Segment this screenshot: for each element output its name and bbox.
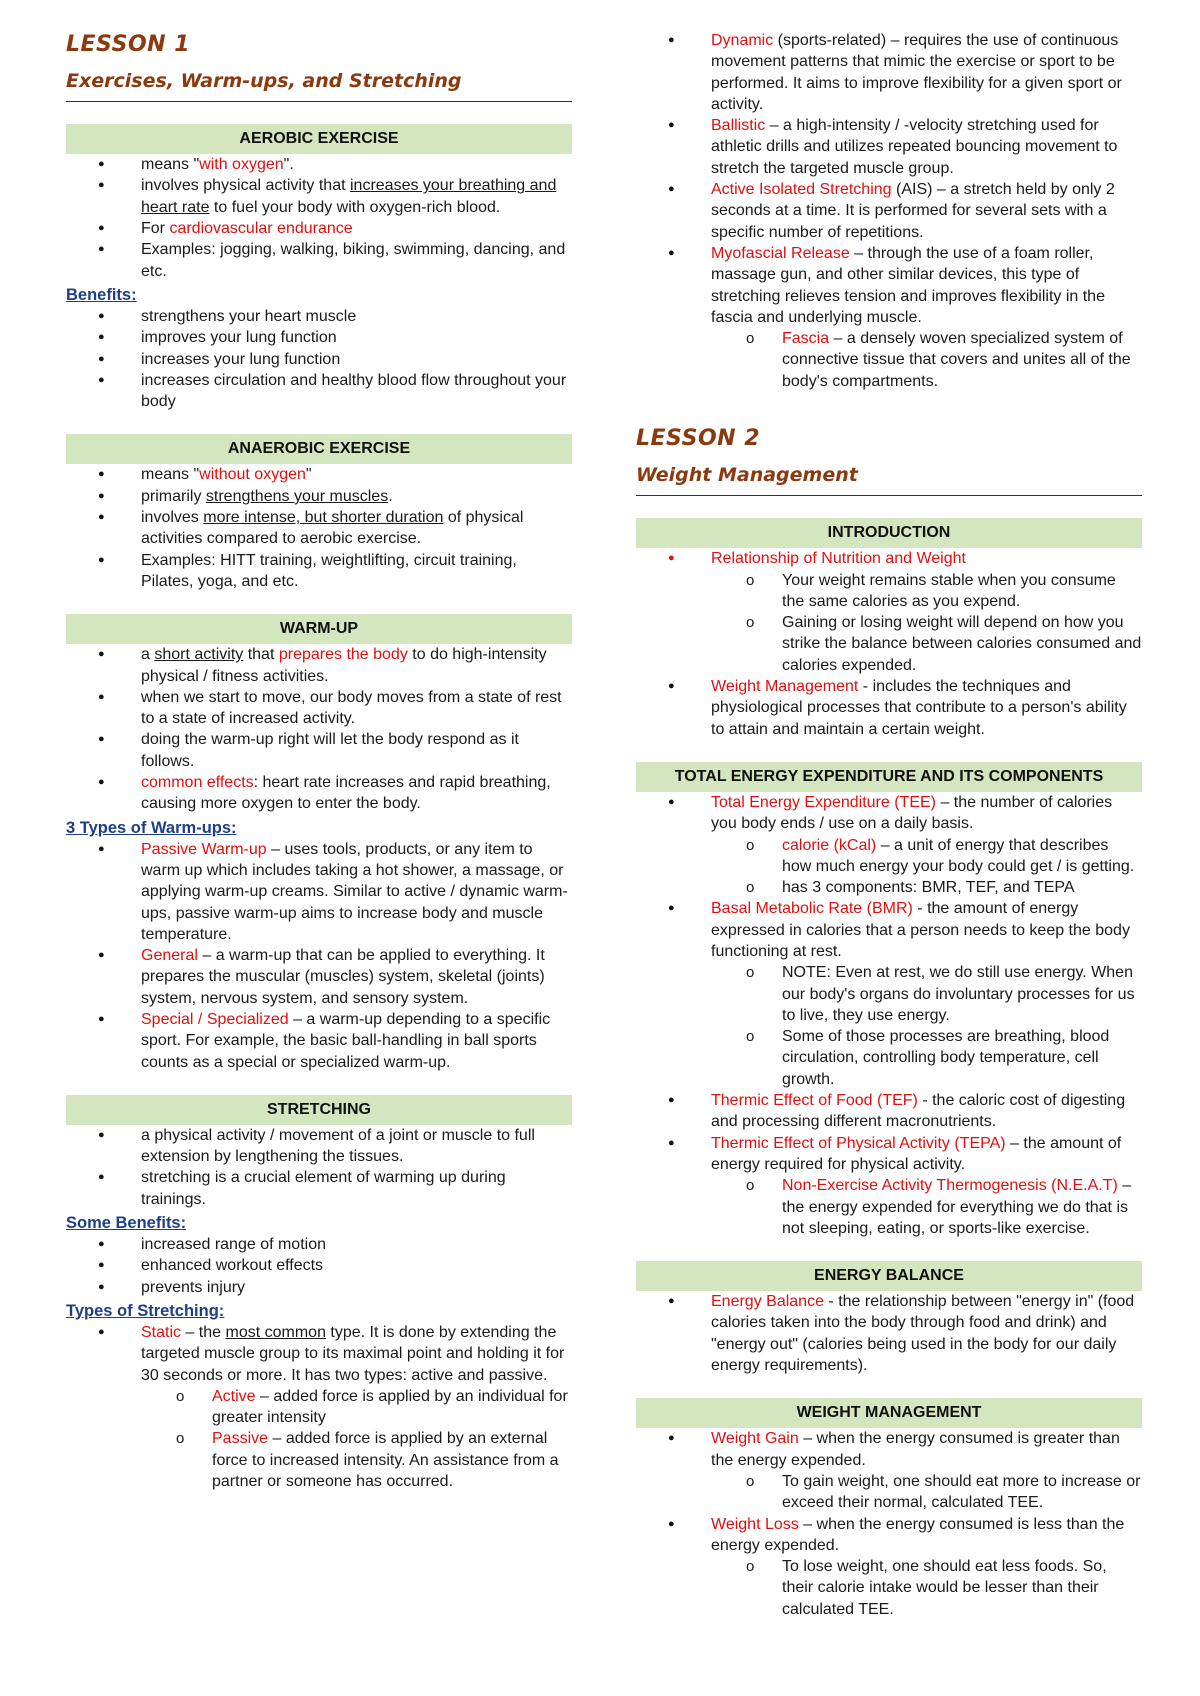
list-item: ● strengthens your heart muscle xyxy=(66,306,572,327)
tepa-subitems xyxy=(711,1175,1142,1239)
anaerobic-list xyxy=(66,464,572,592)
list-item: ● enhanced workout effects xyxy=(66,1255,572,1276)
list-item: ● Energy Balance - the relationship between "energy in" (food calories taken into the body through food and drink) and "energy out" (calories being used in the body for our daily energy requirements). xyxy=(636,1291,1142,1376)
lesson2-subtitle: Weight Management xyxy=(636,464,858,487)
list-item: ● means "with oxygen". xyxy=(66,154,572,175)
warmup-types-label: 3 Types of Warm-ups: xyxy=(66,818,237,837)
list-item: ● a physical activity / movement of a joint or muscle to full extension by lengthening the tissues. xyxy=(66,1125,572,1168)
list-item: ● Examples: jogging, walking, biking, swimming, dancing, and etc. xyxy=(66,239,572,282)
warmup-header: WARM-UP xyxy=(66,614,572,644)
stretching-types-list-continued xyxy=(636,30,1142,392)
list-item: ● increases circulation and healthy blood flow throughout your body xyxy=(66,370,572,413)
list-item: ● General – a warm-up that can be applied to everything. It prepares the muscular (muscles) system, skeletal (joints) system, nervous system, and sensory system. xyxy=(66,945,572,1009)
right-column xyxy=(636,0,1142,1620)
tee-list xyxy=(636,792,1142,1239)
stretching-header: STRETCHING xyxy=(66,1095,572,1125)
list-item: ● means "without oxygen" xyxy=(66,464,572,485)
list-item: ● Dynamic (sports-related) – requires the use of continuous movement patterns that mimic the exercise or sport to be performed. It aims to improve flexibility for a given sport or activity. xyxy=(636,30,1142,115)
aerobic-header: AEROBIC EXERCISE xyxy=(66,124,572,154)
weight-management-header: WEIGHT MANAGEMENT xyxy=(636,1398,1142,1428)
stretching-benefits-list xyxy=(66,1234,572,1298)
warmup-types-list xyxy=(66,839,572,1073)
lesson1-title: LESSON 1 xyxy=(66,32,191,57)
list-item: ● increases your lung function xyxy=(66,349,572,370)
weight-loss-subitems xyxy=(711,1556,1142,1620)
list-item: o Some of those processes are breathing, blood circulation, controlling body temperature, cell growth. xyxy=(709,1026,1142,1090)
stretching-benefits-label: Some Benefits: xyxy=(66,1214,187,1233)
list-item: o Non-Exercise Activity Thermogenesis (N.E.A.T) – the energy expended for everything we do that is not sleeping, eating, or sports-like exercise. xyxy=(709,1175,1142,1239)
weight-management-list xyxy=(636,1428,1142,1620)
list-item: ● stretching is a crucial element of warming up during trainings. xyxy=(66,1167,572,1210)
static-subtypes xyxy=(141,1386,572,1492)
list-item: ● involves more intense, but shorter duration of physical activities compared to aerobic exercise. xyxy=(66,507,572,550)
list-item: o To gain weight, one should eat more to increase or exceed their normal, calculated TEE. xyxy=(709,1471,1142,1514)
list-item: o Gaining or losing weight will depend on how you strike the balance between calories consumed and calories expended. xyxy=(709,612,1142,676)
aerobic-benefits-list xyxy=(66,306,572,412)
list-item: ● common effects: heart rate increases and rapid breathing, causing more oxygen to enter the body. xyxy=(66,772,572,815)
aerobic-benefits-label: Benefits: xyxy=(66,285,137,304)
left-column xyxy=(66,0,572,1492)
energy-balance-list xyxy=(636,1291,1142,1376)
list-item: o has 3 components: BMR, TEF, and TEPA xyxy=(709,877,1142,898)
list-item: ● Active Isolated Stretching (AIS) – a stretch held by only 2 seconds at a time. It is performed for several sets with a specific number of repetitions. xyxy=(636,179,1142,243)
list-item: ● Basal Metabolic Rate (BMR) - the amount of energy expressed in calories that a person needs to keep the body functioning at rest. o NOTE: Even at rest, we do still use energy. When our body's organs do involuntary processes for us to live, they use energy. o Some of those processes are breathing, blood circulation, controlling body temperature, cell growth. xyxy=(636,898,1142,1090)
list-item: ● increased range of motion xyxy=(66,1234,572,1255)
warmup-list xyxy=(66,644,572,814)
lesson2-title: LESSON 2 xyxy=(636,426,761,452)
list-item: o NOTE: Even at rest, we do still use energy. When our body's organs do involuntary processes for us to live, they use energy. xyxy=(709,962,1142,1026)
tee-subitems xyxy=(711,835,1142,899)
list-item: o Your weight remains stable when you consume the same calories as you expend. xyxy=(709,570,1142,613)
tee-header: TOTAL ENERGY EXPENDITURE AND ITS COMPONENTS xyxy=(636,762,1142,792)
list-item: ● Relationship of Nutrition and Weight o Your weight remains stable when you consume the same calories as you expend. o Gaining or losing weight will depend on how you strike the balance between calories consumed and calories expended. xyxy=(636,548,1142,676)
list-item: ● Ballistic – a high-intensity / -velocity stretching used for athletic drills and utilizes repeated bouncing movement to stretch the targeted muscle group. xyxy=(636,115,1142,179)
myofascial-subitems xyxy=(711,328,1142,392)
stretching-list xyxy=(66,1125,572,1210)
introduction-header: INTRODUCTION xyxy=(636,518,1142,548)
list-item: ● Thermic Effect of Food (TEF) - the caloric cost of digesting and processing different macronutrients. xyxy=(636,1090,1142,1133)
list-item: ● Examples: HITT training, weightlifting, circuit training, Pilates, yoga, and etc. xyxy=(66,550,572,593)
list-item: ● prevents injury xyxy=(66,1277,572,1298)
weight-gain-subitems xyxy=(711,1471,1142,1514)
list-item: o To lose weight, one should eat less foods. So, their calorie intake would be lesser than their calculated TEE. xyxy=(709,1556,1142,1620)
list-item: o Active – added force is applied by an individual for greater intensity xyxy=(139,1386,572,1429)
list-item: ● improves your lung function xyxy=(66,327,572,348)
list-item: ● a short activity that prepares the body to do high-intensity physical / fitness activities. xyxy=(66,644,572,687)
list-item: ● Special / Specialized – a warm-up depending to a specific sport. For example, the basic ball-handling in ball sports counts as a special or specialized warm-up. xyxy=(66,1009,572,1073)
nutrition-subitems xyxy=(711,570,1142,676)
energy-balance-header: ENERGY BALANCE xyxy=(636,1261,1142,1291)
list-item: ● Total Energy Expenditure (TEE) – the number of calories you body ends / use on a daily basis. o calorie (kCal) – a unit of energy that describes how much energy your body could get / is getting. o has 3 components: BMR, TEF, and TEPA xyxy=(636,792,1142,898)
lesson1-subtitle: Exercises, Warm-ups, and Stretching xyxy=(66,70,462,93)
list-item: ● Weight Gain – when the energy consumed is greater than the energy expended. o To gain weight, one should eat more to increase or exceed their normal, calculated TEE. xyxy=(636,1428,1142,1513)
list-item: ● Static – the most common type. It is done by extending the targeted muscle group to its maximal point and holding it for 30 seconds or more. It has two types: active and passive. o Active – added force is applied by an individual for greater intensity o Passive – added force is applied by an external force to increased intensity. An assistance from a partner or someone has occurred. xyxy=(66,1322,572,1492)
list-item: o calorie (kCal) – a unit of energy that describes how much energy your body could get / is getting. xyxy=(709,835,1142,878)
list-item: ● doing the warm-up right will let the body respond as it follows. xyxy=(66,729,572,772)
list-item: o Fascia – a densely woven specialized system of connective tissue that covers and unites all of the body's compartments. xyxy=(709,328,1142,392)
list-item: ● For cardiovascular endurance xyxy=(66,218,572,239)
list-item: ● involves physical activity that increases your breathing and heart rate to fuel your body with oxygen-rich blood. xyxy=(66,175,572,218)
stretching-types-list xyxy=(66,1322,572,1492)
stretching-types-label: Types of Stretching: xyxy=(66,1301,225,1320)
list-item: ● Passive Warm-up – uses tools, products, or any item to warm up which includes taking a hot shower, a massage, or applying warm-up creams. Similar to active / dynamic warm-ups, passive warm-up aims to increase body and muscle temperature. xyxy=(66,839,572,945)
introduction-list xyxy=(636,548,1142,740)
list-item: o Passive – added force is applied by an external force to increased intensity. An assistance from a partner or someone has occurred. xyxy=(139,1428,572,1492)
aerobic-list xyxy=(66,154,572,282)
list-item: ● Weight Management - includes the techniques and physiological processes that contribute to a person's ability to attain and maintain a certain weight. xyxy=(636,676,1142,740)
bmr-subitems xyxy=(711,962,1142,1090)
list-item: ● when we start to move, our body moves from a state of rest to a state of increased activity. xyxy=(66,687,572,730)
list-item: ● Myofascial Release – through the use of a foam roller, massage gun, and other similar devices, this type of stretching relieves tension and improves flexibility in the fascia and underlying muscle. o Fascia – a densely woven specialized system of connective tissue that covers and unites all of the body's compartments. xyxy=(636,243,1142,392)
list-item: ● Weight Loss – when the energy consumed is less than the energy expended. o To lose weight, one should eat less foods. So, their calorie intake would be lesser than their calculated TEE. xyxy=(636,1514,1142,1620)
list-item: ● Thermic Effect of Physical Activity (TEPA) – the amount of energy required for physical activity. o Non-Exercise Activity Thermogenesis (N.E.A.T) – the energy expended for everything we do that is not sleeping, eating, or sports-like exercise. xyxy=(636,1133,1142,1239)
anaerobic-header: ANAEROBIC EXERCISE xyxy=(66,434,572,464)
list-item: ● primarily strengthens your muscles. xyxy=(66,486,572,507)
